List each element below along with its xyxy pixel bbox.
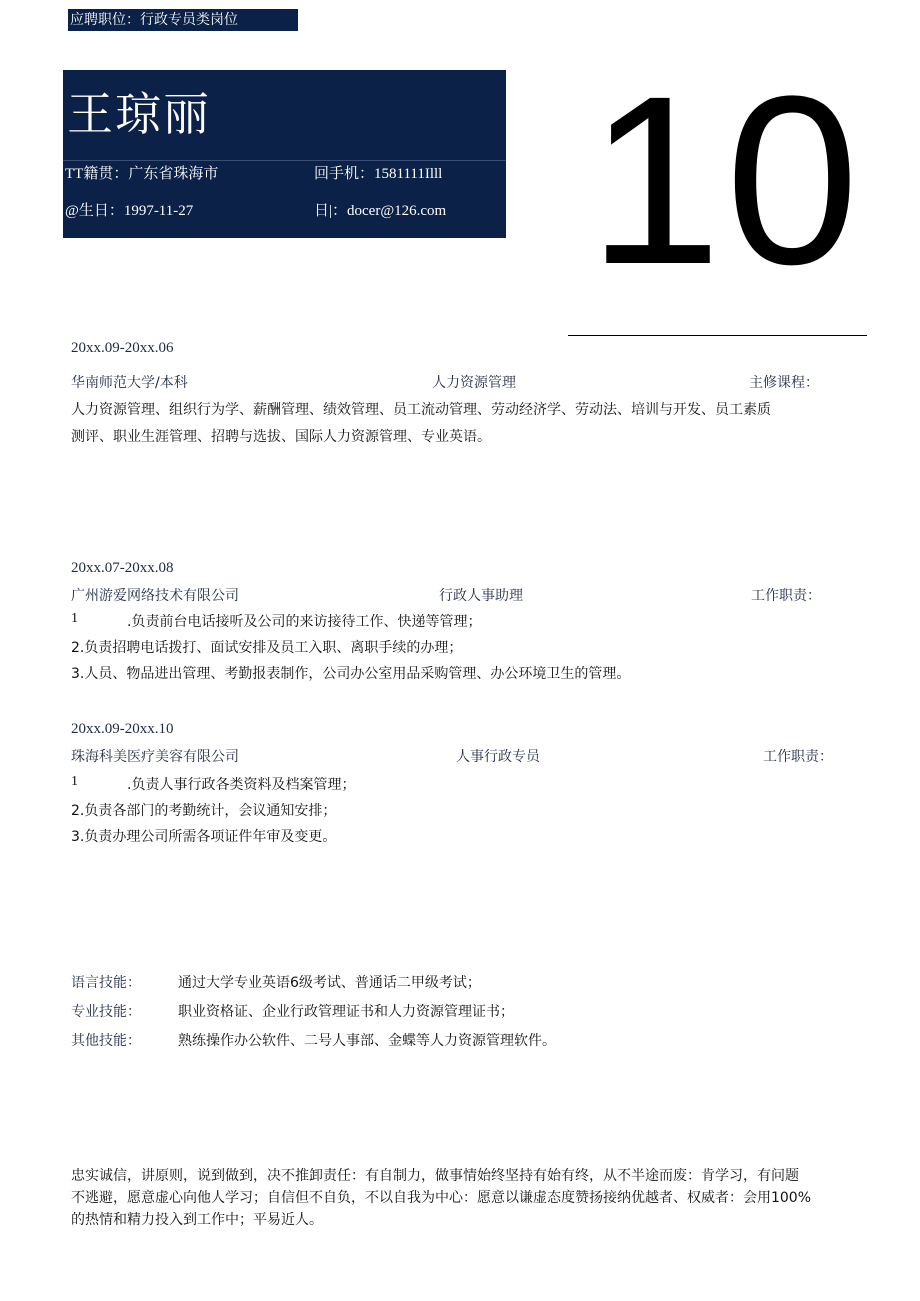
job-company: 珠海科美医疗美容有限公司 <box>71 749 239 765</box>
header-rule <box>568 335 867 336</box>
education-school: 华南师范大学/本科 <box>71 375 188 391</box>
job-date: 20xx.09-20xx.10 <box>71 721 174 737</box>
candidate-name: 王琼丽 <box>67 87 211 141</box>
job-duty-item: 2.负责招聘电话拨打、面试安排及员工入职、离职手续的办理； <box>71 640 463 656</box>
job-title: 人事行政专员 <box>456 749 540 765</box>
email-info: 日|：docer@126.com <box>314 203 447 219</box>
education-courses-line1: 人力资源管理、组织行为学、薪酬管理、绩效管理、员工流动管理、劳动经济学、劳动法、培训与开发、员工素质 <box>71 402 771 418</box>
job-duty-number: 1 <box>71 611 78 626</box>
job-duty-item: 3.人员、物品进出管理、考勤报表制作，公司办公室用品采购管理、办公环境卫生的管理。 <box>71 666 631 682</box>
job-duty-label: 工作职责： <box>763 749 833 765</box>
job-title: 行政人事助理 <box>439 588 523 604</box>
big-number: 10 <box>588 46 863 314</box>
skill-value: 通过大学专业英语6级考试、普通话二甲级考试； <box>178 975 481 991</box>
job-duty-item: .负责人事行政各类资料及档案管理； <box>127 777 356 793</box>
self-evaluation-line3: 的热情和精力投入到工作中；平易近人。 <box>71 1212 323 1228</box>
job-date: 20xx.07-20xx.08 <box>71 560 174 576</box>
phone-info: 回手机：1581111Illl <box>314 166 443 182</box>
job-duty-label: 工作职责： <box>751 588 821 604</box>
education-date: 20xx.09-20xx.06 <box>71 340 174 356</box>
birth-info: @生日：1997-11-27 <box>65 203 194 219</box>
self-evaluation-line1: 忠实诚信，讲原则，说到做到，决不推卸责任：有自制力，做事情始终坚持有始有终，从不半途而废：肯学习，有问题 <box>71 1168 799 1184</box>
job-duty-item: 2.负责各部门的考勤统计，会议通知安排； <box>71 803 337 819</box>
skill-label: 专业技能： <box>71 1004 141 1020</box>
header-card <box>63 70 506 238</box>
hometown-info: TT籍贯：广东省珠海市 <box>65 166 219 182</box>
education-courses-line2: 测评、职业生涯管理、招聘与选拔、国际人力资源管理、专业英语。 <box>71 429 491 445</box>
header-divider <box>63 160 506 161</box>
education-major: 人力资源管理 <box>432 375 516 391</box>
job-duty-number: 1 <box>71 774 78 789</box>
job-duty-item: .负责前台电话接听及公司的来访接待工作、快递等管理； <box>127 614 482 630</box>
education-courses-label: 主修课程： <box>749 375 819 391</box>
job-company: 广州游爱网络技术有限公司 <box>71 588 239 604</box>
skill-label: 语言技能： <box>71 975 141 991</box>
skill-value: 熟练操作办公软件、二号人事部、金蝶等人力资源管理软件。 <box>178 1033 556 1049</box>
applied-position-banner: 应聘职位：行政专员类岗位 <box>68 9 298 31</box>
skill-value: 职业资格证、企业行政管理证书和人力资源管理证书； <box>178 1004 514 1020</box>
skill-label: 其他技能： <box>71 1033 141 1049</box>
job-duty-item: 3.负责办理公司所需各项证件年审及变更。 <box>71 829 337 845</box>
self-evaluation-line2: 不逃避，愿意虚心向他人学习；自信但不自负，不以自我为中心：愿意以谦虚态度赞扬接纳优越者、权威者：会用100% <box>71 1190 812 1206</box>
